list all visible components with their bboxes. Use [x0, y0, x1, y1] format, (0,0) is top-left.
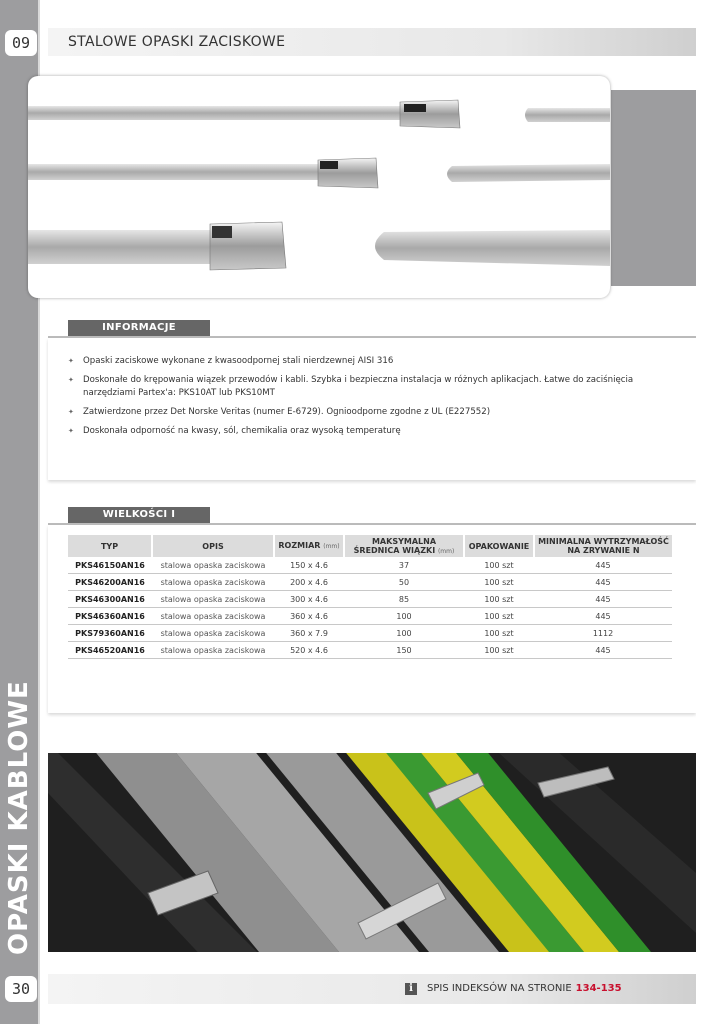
cell-srednica: 37 [344, 557, 464, 574]
cell-opakowanie: 100 szt [464, 574, 534, 591]
chapter-number: 09 [5, 30, 37, 56]
wytrzymalosc-label-line2: NA ZRYWANIE N [567, 546, 640, 555]
cell-opis: stalowa opaska zaciskowa [152, 574, 274, 591]
table-row [68, 608, 672, 625]
info-bullet: ✦ Doskonała odporność na kwasy, sól, chemikalia oraz wysoką temperaturę [68, 425, 678, 438]
cell-opis: stalowa opaska zaciskowa [152, 625, 274, 642]
decorative-gray-block [611, 90, 696, 286]
cell-opis: stalowa opaska zaciskowa [152, 591, 274, 608]
column-header-opakowanie: OPAKOWANIE [464, 535, 534, 557]
cell-opakowanie: 100 szt [464, 642, 534, 659]
info-bullet: ✦ Doskonałe do krępowania wiązek przewodów i kabli. Szybka i bezpieczna instalacja w różnych aplikacjach. Łatwe do zaciśnięcia narzędziami Partex'a: PKS10AT lub PKS10MT [68, 374, 678, 400]
cell-rozmiar: 520 x 4.6 [274, 642, 344, 659]
cell-typ: PKS46360AN16 [68, 608, 152, 625]
column-header-rozmiar [274, 535, 344, 557]
sizes-table [68, 535, 672, 659]
cell-srednica: 85 [344, 591, 464, 608]
info-icon: i [405, 983, 417, 995]
column-header-srednica [344, 535, 464, 557]
cell-typ: PKS79360AN16 [68, 625, 152, 642]
cell-typ: PKS46520AN16 [68, 642, 152, 659]
info-bullet: ✦ Opaski zaciskowe wykonane z kwasoodpornej stali nierdzewnej AISI 316 [68, 355, 678, 368]
cell-rozmiar: 360 x 7.9 [274, 625, 344, 642]
cell-opakowanie: 100 szt [464, 625, 534, 642]
info-bullet-list [68, 355, 678, 444]
info-bullet: ✦ Zatwierdzone przez Det Norske Veritas (numer E-6729). Ognioodporne zgodne z UL (E227552) [68, 406, 678, 419]
cell-srednica: 100 [344, 625, 464, 642]
table-row [68, 625, 672, 642]
srednica-unit: (mm) [437, 547, 455, 555]
cell-srednica: 50 [344, 574, 464, 591]
footer-index-reference [427, 983, 622, 994]
cell-opis: stalowa opaska zaciskowa [152, 642, 274, 659]
side-title: OPASKI KABLOWE [4, 680, 34, 955]
cell-rozmiar: 150 x 4.6 [274, 557, 344, 574]
table-row [68, 557, 672, 574]
cell-typ: PKS46150AN16 [68, 557, 152, 574]
srednica-label-line2: ŚREDNICA WIĄZKI [353, 545, 436, 555]
cell-opis: stalowa opaska zaciskowa [152, 557, 274, 574]
sizes-section-title: WIELKOŚCI I [68, 507, 210, 523]
column-header-opis: OPIS [152, 535, 274, 557]
application-photo-cables [48, 753, 696, 952]
cell-opakowanie: 100 szt [464, 557, 534, 574]
wytrzymalosc-label-line1: MINIMALNA WYTRZYMAŁOŚĆ [538, 537, 669, 546]
cell-wytrzymalosc: 445 [534, 608, 672, 625]
footer-label: SPIS INDEKSÓW NA STRONIE [427, 983, 572, 994]
page-title: STALOWE OPASKI ZACISKOWE [68, 34, 286, 50]
table-header-row [68, 535, 672, 557]
cell-rozmiar: 300 x 4.6 [274, 591, 344, 608]
cell-opakowanie: 100 szt [464, 608, 534, 625]
column-header-wytrzymalosc [534, 535, 672, 557]
info-section-title: INFORMACJE [68, 320, 210, 336]
cell-srednica: 150 [344, 642, 464, 659]
table-row [68, 574, 672, 591]
product-photo-cable-ties [28, 76, 610, 298]
cell-wytrzymalosc: 445 [534, 642, 672, 659]
cell-wytrzymalosc: 445 [534, 557, 672, 574]
table-row [68, 642, 672, 659]
cell-opakowanie: 100 szt [464, 591, 534, 608]
cell-wytrzymalosc: 1112 [534, 625, 672, 642]
cell-opis: stalowa opaska zaciskowa [152, 608, 274, 625]
rozmiar-unit: (mm) [323, 543, 340, 550]
rozmiar-label: ROZMIAR [278, 541, 321, 550]
cell-rozmiar: 360 x 4.6 [274, 608, 344, 625]
cell-typ: PKS46200AN16 [68, 574, 152, 591]
cell-wytrzymalosc: 445 [534, 591, 672, 608]
cell-srednica: 100 [344, 608, 464, 625]
footer-pages-link[interactable]: 134-135 [575, 983, 622, 994]
page-number: 30 [5, 976, 37, 1002]
cell-rozmiar: 200 x 4.6 [274, 574, 344, 591]
cell-wytrzymalosc: 445 [534, 574, 672, 591]
column-header-typ: TYP [68, 535, 152, 557]
page-right-margin [696, 0, 725, 1024]
srednica-label-line1: MAKSYMALNA [371, 536, 437, 546]
cell-typ: PKS46300AN16 [68, 591, 152, 608]
table-row [68, 591, 672, 608]
